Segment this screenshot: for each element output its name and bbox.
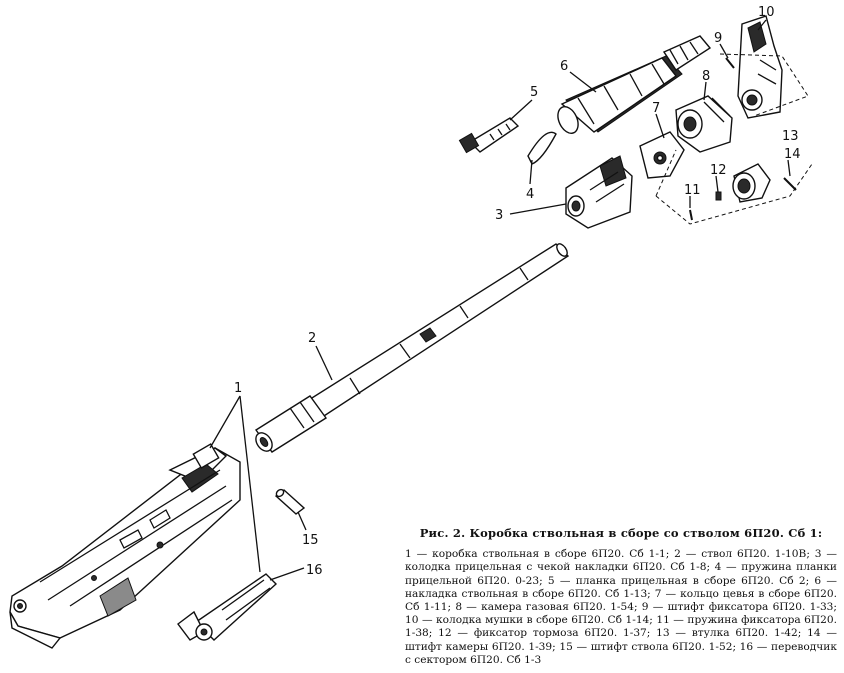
spring-11-part	[690, 210, 692, 220]
callout-10: 10	[758, 5, 775, 20]
selector-part	[178, 574, 276, 640]
caption-title: Рис. 2. Коробка ствольная в сборе со стволом 6П20. Сб 1:	[419, 526, 823, 540]
callout-14: 14	[784, 147, 801, 162]
callout-1: 1	[234, 381, 243, 396]
front-sight-block-part	[738, 16, 782, 118]
ring-part	[640, 132, 684, 178]
caption-legend: 1 — коробка ствольная в сборе 6П20. Сб 1-1; 2 — ствол 6П20. 1-10В; 3 — колодка прицельная с чекой накладки 6П20. Сб 1-8; 4 — пружина планки прицельной 6П20. 0-23; 5 — планка прицельная в сборе 6П20. Сб 2; 6 — накладка ствольная в сборе 6П20. Сб 1-13; 7 — кольцо цевья в сборе 6П20. Сб 1-11; 8 — камера газовая 6П20. 1-54; 9 — штифт фиксатора 6П20. 1-33; 10 — колодка мушки в сборе 6П20. Сб 1-14; 11 — пружина фиксатора 6П20. 1-38; 12 — фиксатор тормоза 6П20. 1-37; 13 — втулка 6П20. 1-42; 14 — штифт камеры 6П20. 1-39; 15 — штифт ствола 6П20. 1-52; 16 — переводчик с сектором 6П20. Сб 1-3	[405, 548, 837, 666]
callout-7: 7	[652, 101, 661, 116]
barrel-part	[253, 242, 570, 454]
latch-12-part	[716, 192, 721, 200]
callout-16: 16	[306, 563, 323, 578]
spring-part	[528, 132, 556, 164]
barrel-pin-part	[275, 488, 304, 514]
callout-11: 11	[684, 183, 701, 198]
sight-block-part	[566, 156, 632, 228]
callout-3: 3	[495, 208, 504, 223]
callout-6: 6	[560, 59, 569, 74]
callout-8: 8	[702, 69, 711, 84]
figure-caption	[405, 527, 837, 667]
callout-13: 13	[782, 129, 799, 144]
callout-2: 2	[308, 331, 317, 346]
callout-15: 15	[302, 533, 319, 548]
callout-12: 12	[710, 163, 727, 178]
pin-14-part	[784, 178, 796, 190]
bushing-part	[733, 164, 770, 202]
callout-9: 9	[714, 31, 723, 46]
gas-chamber-part	[676, 96, 732, 152]
callout-4: 4	[526, 187, 535, 202]
callout-5: 5	[530, 85, 539, 100]
pin-9-part	[726, 58, 734, 68]
sight-leaf-part	[459, 118, 518, 153]
